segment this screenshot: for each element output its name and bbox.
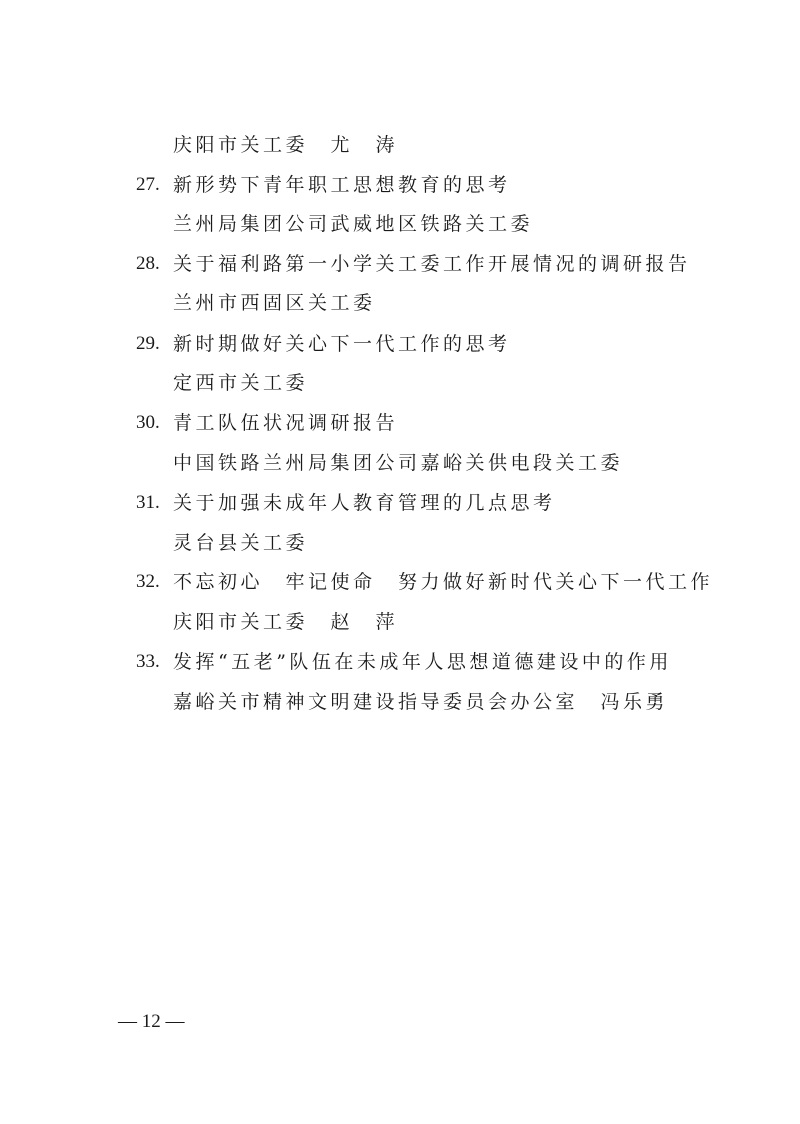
entry-author-33: 嘉峪关市精神文明建设指导委员会办公室 冯乐勇 xyxy=(173,691,669,713)
entry-title-28: 关于福利路第一小学关工委工作开展情况的调研报告 xyxy=(173,253,691,275)
entry-title-32: 不忘初心 牢记使命 努力做好新时代关心下一代工作 xyxy=(173,571,714,593)
entry-number-31: 31. xyxy=(136,492,160,513)
entry-author-28: 兰州市西固区关工委 xyxy=(173,292,376,314)
entry-number-32: 32. xyxy=(136,571,160,592)
entry-title-27: 新形势下青年职工思想教育的思考 xyxy=(173,174,511,196)
entry-number-27: 27. xyxy=(136,174,160,195)
entry-author-29: 定西市关工委 xyxy=(173,372,309,394)
entry-author-32: 庆阳市关工委 赵 萍 xyxy=(173,611,399,633)
entry-author-27: 兰州局集团公司武威地区铁路关工委 xyxy=(173,213,534,235)
entry-author-31: 灵台县关工委 xyxy=(173,532,309,554)
entry-author-30: 中国铁路兰州局集团公司嘉峪关供电段关工委 xyxy=(173,452,624,474)
entry-number-30: 30. xyxy=(136,412,160,433)
entry-author-26: 庆阳市关工委 尤 涛 xyxy=(173,134,399,156)
entry-number-29: 29. xyxy=(136,333,160,354)
entry-title-30: 青工队伍状况调研报告 xyxy=(173,412,399,434)
entry-number-33: 33. xyxy=(136,651,160,672)
page-number: — 12 — xyxy=(118,1011,185,1032)
entry-number-28: 28. xyxy=(136,253,160,274)
entry-title-29: 新时期做好关心下一代工作的思考 xyxy=(173,333,511,355)
entry-title-33: 发挥“五老”队伍在未成年人思想道德建设中的作用 xyxy=(173,651,672,673)
entry-title-31: 关于加强未成年人教育管理的几点思考 xyxy=(173,492,556,514)
